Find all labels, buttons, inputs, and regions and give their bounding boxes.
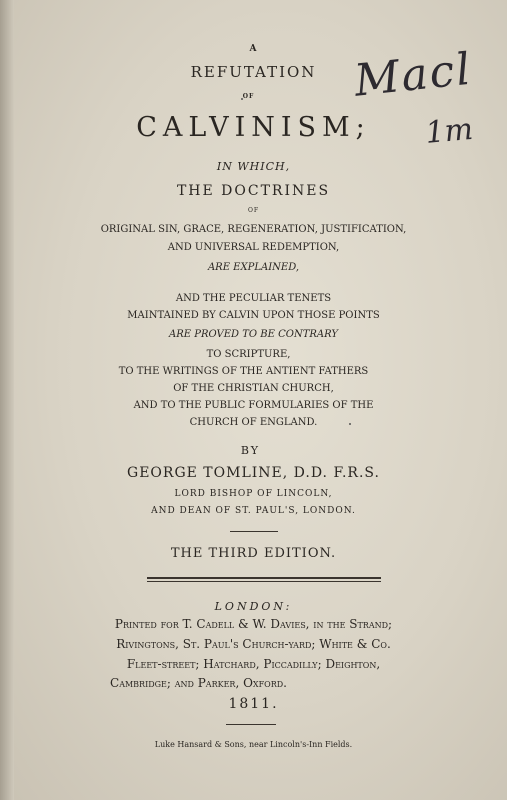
of-line: OF — [247, 207, 260, 214]
title-of: OF — [242, 93, 255, 100]
handwritten-note: 1m — [424, 111, 475, 151]
double-rule-top — [147, 577, 381, 579]
imprint-line3: Fleet-street; Hatchard, Piccadilly; Deighton, — [126, 657, 381, 671]
printer-line: Luke Hansard & Sons, near Lincoln's-Inn Fields. — [154, 740, 353, 749]
london-line: LONDON: — [214, 600, 293, 613]
formularies-line: AND TO THE PUBLIC FORMULARIES OF THE — [133, 400, 374, 411]
christian-church-line: OF THE CHRISTIAN CHURCH, — [173, 383, 334, 394]
imprint-line1: Printed for T. Cadell & W. Davies, in the Strand; — [114, 617, 393, 631]
imprint-line2: Rivingtons, St. Paul's Church-yard; White & Co. — [116, 637, 391, 651]
scripture-line: TO SCRIPTURE, — [206, 349, 291, 360]
bishop-line: LORD BISHOP OF LINCOLN, — [174, 489, 333, 499]
tenets-line: AND THE PECULIAR TENETS — [175, 293, 332, 304]
dot-2 — [349, 423, 351, 425]
doctrines-line: THE DOCTRINES — [176, 183, 331, 199]
proved-line: ARE PROVED TO BE CONTRARY — [169, 329, 338, 340]
church-england-line: CHURCH OF ENGLAND. — [189, 417, 318, 428]
doctrines-list-line1: ORIGINAL SIN, GRACE, REGENERATION, JUSTIFICATION, — [100, 224, 407, 235]
imprint-line4: Cambridge; and Parker, Oxford. — [110, 676, 287, 690]
author-name: GEORGE TOMLINE, D.D. F.R.S. — [127, 465, 380, 481]
publication-year: 1811. — [228, 696, 279, 712]
doctrines-list-line2: AND UNIVERSAL REDEMPTION, — [167, 242, 340, 253]
dot-1 — [241, 98, 243, 100]
title-calvinism: CALVINISM; — [136, 112, 371, 143]
title-article: A — [249, 44, 258, 54]
edition-line: THE THIRD EDITION. — [170, 546, 337, 561]
year-rule — [226, 724, 276, 725]
dean-line: AND DEAN OF ST. PAUL'S, LONDON. — [151, 506, 356, 516]
explained-line: ARE EXPLAINED, — [207, 262, 300, 273]
by-line: BY — [240, 444, 261, 457]
handwritten-signature: Macl — [352, 43, 475, 107]
short-rule — [230, 531, 278, 532]
title-refutation: REFUTATION — [190, 63, 317, 81]
double-rule-bottom — [147, 581, 381, 582]
writings-line: TO THE WRITINGS OF THE ANTIENT FATHERS — [118, 366, 369, 377]
maintained-line: MAINTAINED BY CALVIN UPON THOSE POINTS — [127, 310, 380, 321]
in-which-line: IN WHICH, — [216, 160, 291, 173]
